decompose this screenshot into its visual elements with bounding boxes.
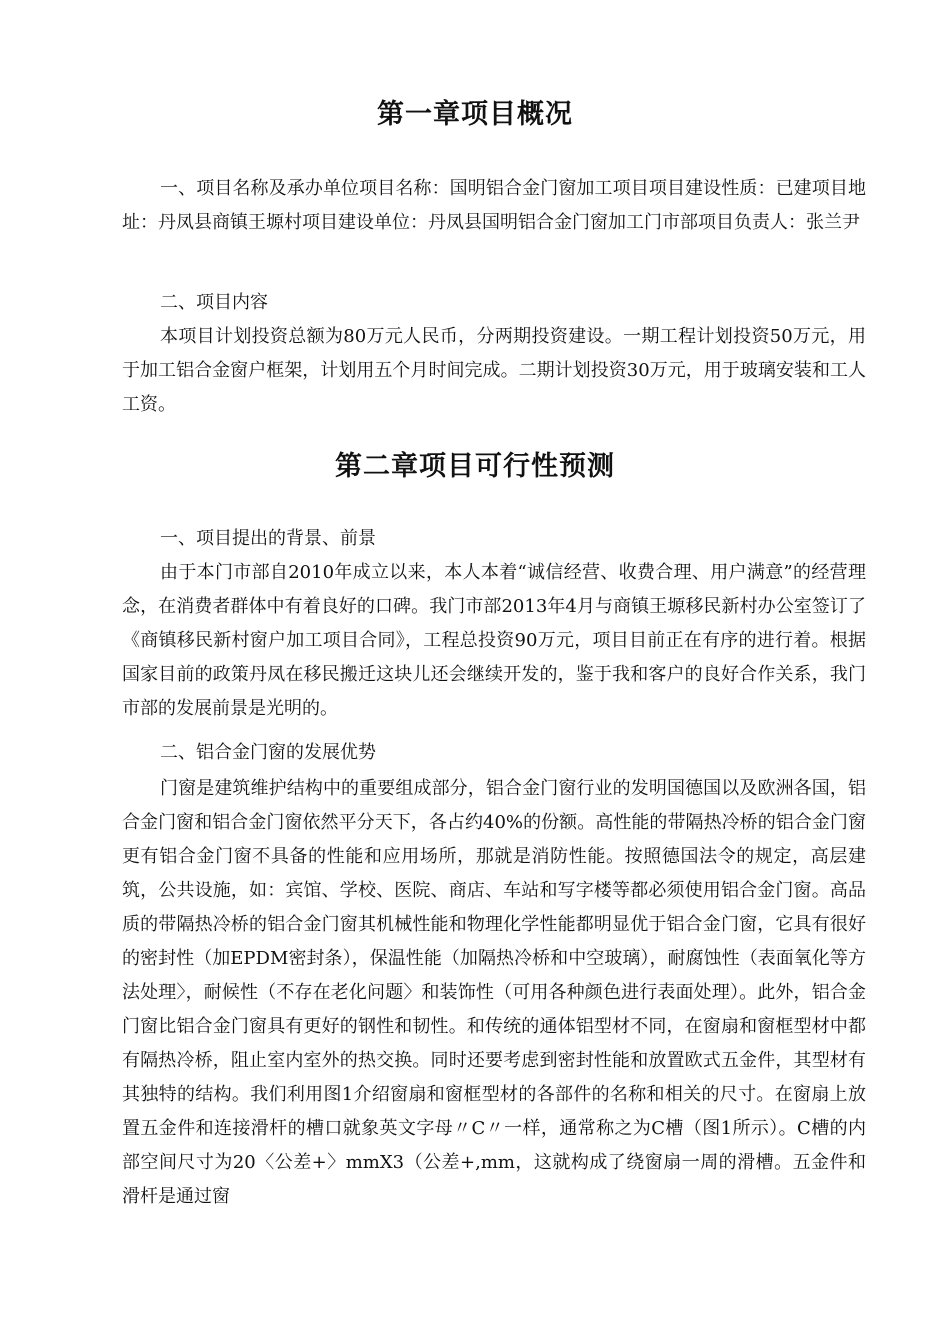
chapter-2-section-2-body: 门窗是建筑维护结构中的重要组成部分，铝合金门窗行业的发明国德国以及欧洲各国，铝合金门窗和铝合金门窗依然平分天下，各占约40%的份额。高性能的带隔热冷桥的铝合金门窗更有铝合金门窗不具备的性能和应用场所，那就是消防性能。按照德国法令的规定，高层建筑，公共设施，如：宾馆、学校、医院、商店、车站和写字楼等都必须使用铝合金门窗。高品质的带隔热冷桥的铝合金门窗其机械性能和物理化学性能都明显优于铝合金门窗，它具有很好的密封性（加EPDM密封条），保温性能（加隔热冷桥和中空玻璃），耐腐蚀性（表面氧化等方法处理〉，耐候性（不存在老化问题〉和装饰性（可用各种颜色进行表面处理）。此外，铝合金门窗比铝合金门窗具有更好的钢性和韧性。和传统的通体铝型材不同，在窗扇和窗框型材中都有隔热冷桥，阻止室内室外的热交换。同时还要考虑到密封性能和放置欧式五金件，其型材有其独特的结构。我们利用图1介绍窗扇和窗框型材的各部件的名称和相关的尺寸。在窗扇上放置五金件和连接滑杆的槽口就象英文字母〃C〃一样，通常称之为C槽（图1所示）。C槽的内部空间尺寸为20〈公差+〉mmX3（公差+,mm，这就构成了绕窗扇一周的滑槽。五金件和滑杆是通过窗 (122, 778, 866, 1207)
chapter-2-section-2-heading: 二、铝合金门窗的发展优势 (160, 742, 376, 763)
chapter-1-title: 第一章项目概况 (377, 99, 573, 130)
chapter-2-title: 第二章项目可行性预测 (335, 451, 615, 482)
chapter-1-section-2-heading: 二、项目内容 (160, 292, 268, 313)
chapter-1-section-2-body: 本项目计划投资总额为80万元人民币，分两期投资建设。一期工程计划投资50万元，用于加工铝合金窗户框架，计划用五个月时间完成。二期计划投资30万元，用于玻璃安装和工人工资。 (122, 326, 866, 415)
chapter-2-section-1-heading: 一、项目提出的背景、前景 (160, 528, 376, 549)
chapter-2-section-1-body: 由于本门市部自2010年成立以来，本人本着“诚信经营、收费合理、用户满意”的经营理念，在消费者群体中有着良好的口碑。我门市部2013年4月与商镇王塬移民新村办公室签订了《商镇移民新村窗户加工项目合同》，工程总投资90万元，项目目前正在有序的进行着。根据国家目前的政策丹凤在移民搬迁这块儿还会继续开发的，鉴于我和客户的良好合作关系，我门市部的发展前景是光明的。 (122, 562, 866, 719)
chapter-1-section-1-text: 一、项目名称及承办单位项目名称：国明铝合金门窗加工项目项目建设性质：已建项目地址：丹凤县商镇王塬村项目建设单位：丹凤县国明铝合金门窗加工门市部项目负责人：张兰尹 (122, 178, 866, 233)
